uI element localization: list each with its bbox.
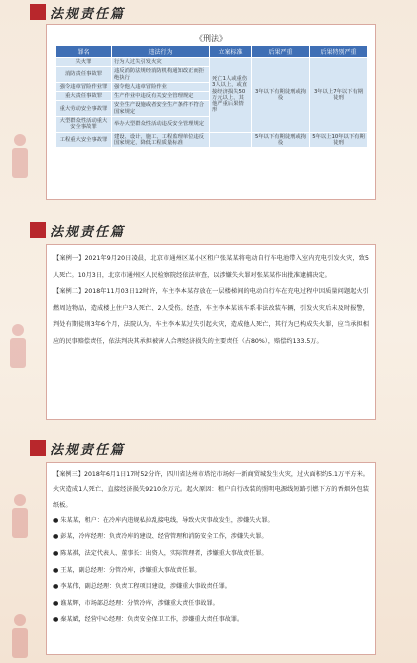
case-intro: 【案例三】2018年6月1日17时52分许，四川省达州市塔沱市场好一新商贸城发生火灾，过火面积约5.1万平方米。火灾造成1人死亡、直接经济损失9210余万元。起火原因：租户自行改装的照明电源线短路引燃下方的香烟外包装纸板。	[53, 471, 369, 509]
act-cell: 举办大型群众性活动违反安全管理规定	[112, 117, 210, 133]
section-title: 法规责任篇	[50, 443, 126, 458]
serious-cell: 3年以下有期徒刑或拘役	[252, 58, 310, 133]
person-bullet: ● 谯某辉，市场部总经理：分管冷库，涉嫌重大责任事故罪。	[53, 599, 219, 607]
act-cell: 安全生产设施或者安全生产条件不符合国家规定	[112, 101, 210, 117]
crime-cell: 重大责任事故罪	[56, 92, 112, 101]
person-bullet: ● 秦某斌，经营中心经理：负责安全保卫工作，涉嫌重大责任事故罪。	[53, 616, 244, 624]
table-row	[56, 58, 368, 67]
crime-cell: 失火罪	[56, 58, 112, 67]
standard-cell: 死亡1人或重伤3人以上，或直接经济损失50万元以上，其他严重后果情形	[210, 58, 252, 133]
act-cell: 违反消防法规经消防机构通知改正而拒绝执行	[112, 67, 210, 83]
section-header-2	[30, 222, 190, 238]
section-marker	[30, 4, 46, 20]
person-bullet: ● 李某伟，副总经理：负责工程项目建设，涉嫌重大事故责任罪。	[53, 583, 231, 591]
act-cell: 生产作业中违反有关安全管理规定	[112, 92, 210, 101]
person-bullet: ● 彭某，冷库经理：负责冷库的建设、经营管理和消防安全工作，涉嫌失火罪。	[53, 533, 268, 541]
section-marker	[30, 222, 46, 238]
standard-cell-empty	[210, 132, 252, 148]
header-cell: 后果严重	[252, 46, 310, 58]
firefighter-figures-decoration	[0, 0, 40, 663]
table-row	[56, 132, 368, 148]
law-table-panel	[46, 24, 376, 200]
act-cell: 强令他人违章冒险作业	[112, 82, 210, 91]
act-cell: 行为人过失引发火灾	[112, 58, 210, 67]
act-cell: 建设、设计、施工、工程监理单位违反国家规定，降低工程质量标准	[112, 132, 210, 148]
crime-cell: 重大劳动安全事故罪	[56, 101, 112, 117]
person-bullet: ● 王某，副总经理：分管冷库，涉嫌重大事故责任罪。	[53, 566, 201, 574]
crime-cell: 大型群众性活动重大安全事故罪	[56, 117, 112, 133]
case-paragraph: 【案例一】2021年9月20日凌晨，北京市通州区某小区租户张某某将电动自行车电池带入室内充电引发火灾，致5人死亡。10月3日，北京市通州区人民检察院经依法审查，以涉嫌失火罪对张某某作出批准逮捕决定。	[53, 255, 369, 279]
header-cell: 违法行为	[112, 46, 210, 58]
crime-cell: 消防责任事故罪	[56, 67, 112, 83]
case-paragraph: 【案例二】2018年11月03日12时许，车主李本某存放在一层楼梯间的电动自行车在充电过程中因质量问题起火引燃周边物品，造成楼上住户3人死亡、2人受伤。经查，车主李本某该车系非法改装车辆，引发火灾后未及时报警，判处有期徒刑3年6个月，法院认为，车主李本某过失引起火灾，造成他人死亡，其行为已构成失火罪，应当承担相应的民事赔偿责任，依法判决其承担被害人合理经济损失的主要责任（占80%），赔偿约133.5万。	[53, 288, 369, 345]
header-cell: 立案标准	[210, 46, 252, 58]
section-title: 法规责任篇	[50, 225, 126, 240]
section-marker	[30, 440, 46, 456]
very-serious-cell: 5年以上10年以下有期徒刑	[310, 132, 368, 148]
header-cell: 罪名	[56, 46, 112, 58]
crime-cell: 强令违章冒险作业罪	[56, 82, 112, 91]
law-table-caption: 《刑法》	[195, 34, 227, 43]
header-cell: 后果特别严重	[310, 46, 368, 58]
law-table	[55, 45, 368, 148]
very-serious-cell: 3年以上7年以下有期徒刑	[310, 58, 368, 133]
serious-cell: 5年以下有期徒刑或拘役	[252, 132, 310, 148]
person-bullet: ● 陈某祺，法定代表人、董事长：出资人，实际管理者，涉嫌重大事故责任罪。	[53, 550, 268, 558]
case-panel-3	[46, 462, 376, 655]
section-title: 法规责任篇	[50, 7, 126, 22]
case-panel-2	[46, 244, 376, 420]
person-bullet: ● 朱某某，租户：在冷库内违规私拉乱接电线，导致火灾事故发生，涉嫌失火罪。	[53, 516, 274, 524]
section-header-3	[30, 440, 190, 456]
section-header-1	[30, 4, 190, 20]
crime-cell: 工程重大安全事故罪	[56, 132, 112, 148]
table-header-row	[56, 46, 368, 58]
